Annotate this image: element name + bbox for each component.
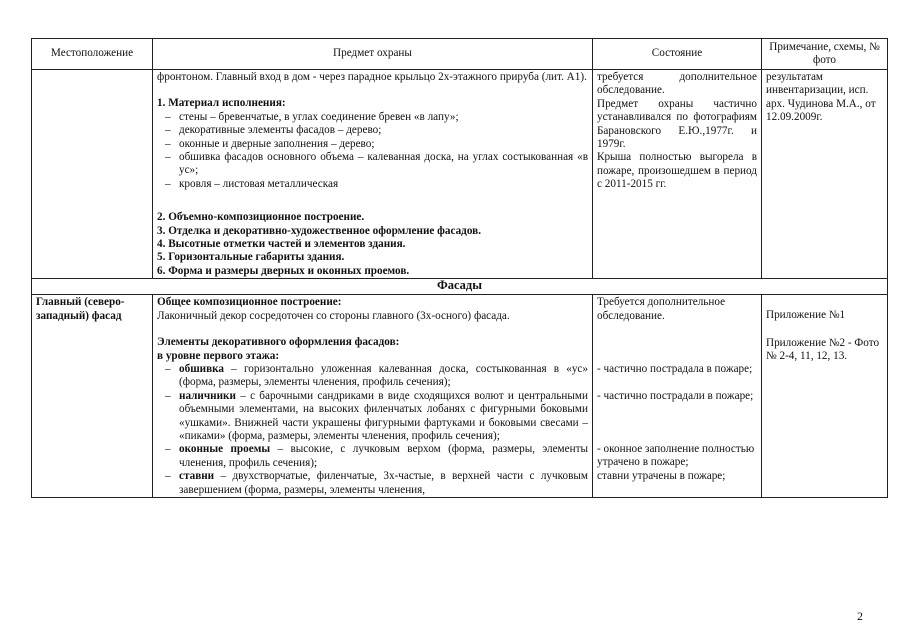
section-row bbox=[32, 279, 888, 295]
subject-intro: фронтоном. Главный вход в дом - через парадное крыльцо 2х-этажного прируба (лит. А1). bbox=[157, 71, 587, 83]
level-title: в уровне первого этажа: bbox=[157, 349, 280, 362]
cell-location: Главный (северо-западный) фасад bbox=[32, 295, 153, 498]
table-header-row bbox=[32, 39, 888, 70]
table-wrapper bbox=[31, 38, 887, 498]
point-item: 5. Горизонтальные габариты здания. bbox=[157, 251, 345, 264]
point-item: 2. Объемно-композиционное построение. bbox=[157, 211, 365, 224]
state-general: Требуется дополнительное обследование. bbox=[597, 296, 726, 322]
item-term: обшивка bbox=[179, 362, 224, 375]
cell-note: результатам инвентаризации, исп. арх. Чудинова М.А., от 12.09.2009г. bbox=[762, 70, 888, 279]
item-text: – с барочными сандриками в виде сходящихся волют и центральными объемными элементами, на высоких филенчатых лобанях с фигурными боковыми «ушками». Внижней части украшены фигурными фартуками и боковыми свесами – «пиками» (форма, размеры, элементы членения, профиль сечения); bbox=[179, 389, 588, 442]
point-item: 3. Отделка и декоративно-художественное оформление фасадов. bbox=[157, 224, 481, 237]
header-subject: Предмет охраны bbox=[153, 39, 593, 70]
item-text: – горизонтально уложенная калеванная доска, состыкованная в «ус» (форма, размеры, элементы членения, профиль сечения); bbox=[179, 362, 588, 389]
state-text: Предмет охраны частично устанавливался по фотографиям Барановского Е.Ю.,1977г. и 1979г. bbox=[597, 97, 757, 151]
list-item bbox=[179, 443, 588, 470]
state-cladding: - частично пострадала в пожаре; bbox=[597, 363, 753, 376]
item-term: оконные проемы bbox=[179, 443, 271, 456]
material-title: 1. Материал исполнения: bbox=[157, 97, 286, 110]
materials-list bbox=[157, 111, 588, 191]
cell-state bbox=[593, 295, 762, 498]
list-item: – стены – бревенчатые, в углах соединение бревен «в лапу»; bbox=[179, 111, 588, 124]
cell-state bbox=[593, 70, 762, 279]
cell-location bbox=[32, 70, 153, 279]
general-title: Общее композиционное построение: bbox=[157, 296, 342, 309]
state-windows: - оконное заполнение полностью утрачено в пожаре; bbox=[597, 442, 755, 469]
header-note: Примечание, схемы, № фото bbox=[762, 39, 888, 70]
cell-subject bbox=[153, 70, 593, 279]
list-item: – кровля – листовая металлическая bbox=[179, 178, 588, 191]
elements-list bbox=[157, 363, 588, 497]
appendix-1: Приложение №1 bbox=[766, 309, 846, 322]
general-text: Лаконичный декор сосредоточен со стороны главного (3х-осного) фасада. bbox=[157, 309, 510, 322]
item-text: – двухстворчатые, филенчатые, 3х-частые, в верхней части с лучковым завершением (форма, размеры, элементы членения, bbox=[179, 470, 588, 496]
list-item: – обшивка фасадов основного объема – калеванная доска, на углах состыкованная «в ус»; bbox=[179, 151, 588, 178]
state-frames: - частично пострадали в пожаре; bbox=[597, 389, 754, 402]
point-item: 6. Форма и размеры дверных и оконных проемов. bbox=[157, 264, 410, 277]
page-number: 2 bbox=[857, 609, 863, 623]
state-text: Крыша полностью выгорела в пожаре, произошедшем в период с 2011-2015 гг. bbox=[597, 151, 757, 191]
appendix-2: Приложение №2 - Фото № 2-4, 11, 12, 13. bbox=[766, 336, 880, 363]
list-item bbox=[179, 390, 588, 444]
list-item bbox=[179, 470, 588, 497]
state-text: требуется дополнительное обследование. bbox=[597, 71, 757, 97]
item-term: наличники bbox=[179, 389, 236, 402]
section-title: Фасады bbox=[32, 279, 888, 295]
cell-subject bbox=[153, 295, 593, 498]
header-state: Состояние bbox=[593, 39, 762, 70]
list-item: – оконные и дверные заполнения – дерево; bbox=[179, 138, 588, 151]
list-item: – декоративные элементы фасадов – дерево; bbox=[179, 124, 588, 137]
elements-title: Элементы декоративного оформления фасадов: bbox=[157, 336, 400, 349]
list-item bbox=[179, 363, 588, 390]
table-row bbox=[32, 70, 888, 279]
table-row bbox=[32, 295, 888, 498]
item-text: – высокие, с лучковым верхом (форма, размеры, элементы членения, профиль сечения); bbox=[179, 443, 588, 469]
state-shutters: ставни утрачены в пожаре; bbox=[597, 469, 726, 482]
point-item: 4. Высотные отметки частей и элементов здания. bbox=[157, 238, 406, 251]
item-term: ставни bbox=[179, 470, 215, 483]
cell-note bbox=[762, 295, 888, 498]
header-location: Местоположение bbox=[32, 39, 153, 70]
protection-subject-table bbox=[31, 38, 888, 498]
